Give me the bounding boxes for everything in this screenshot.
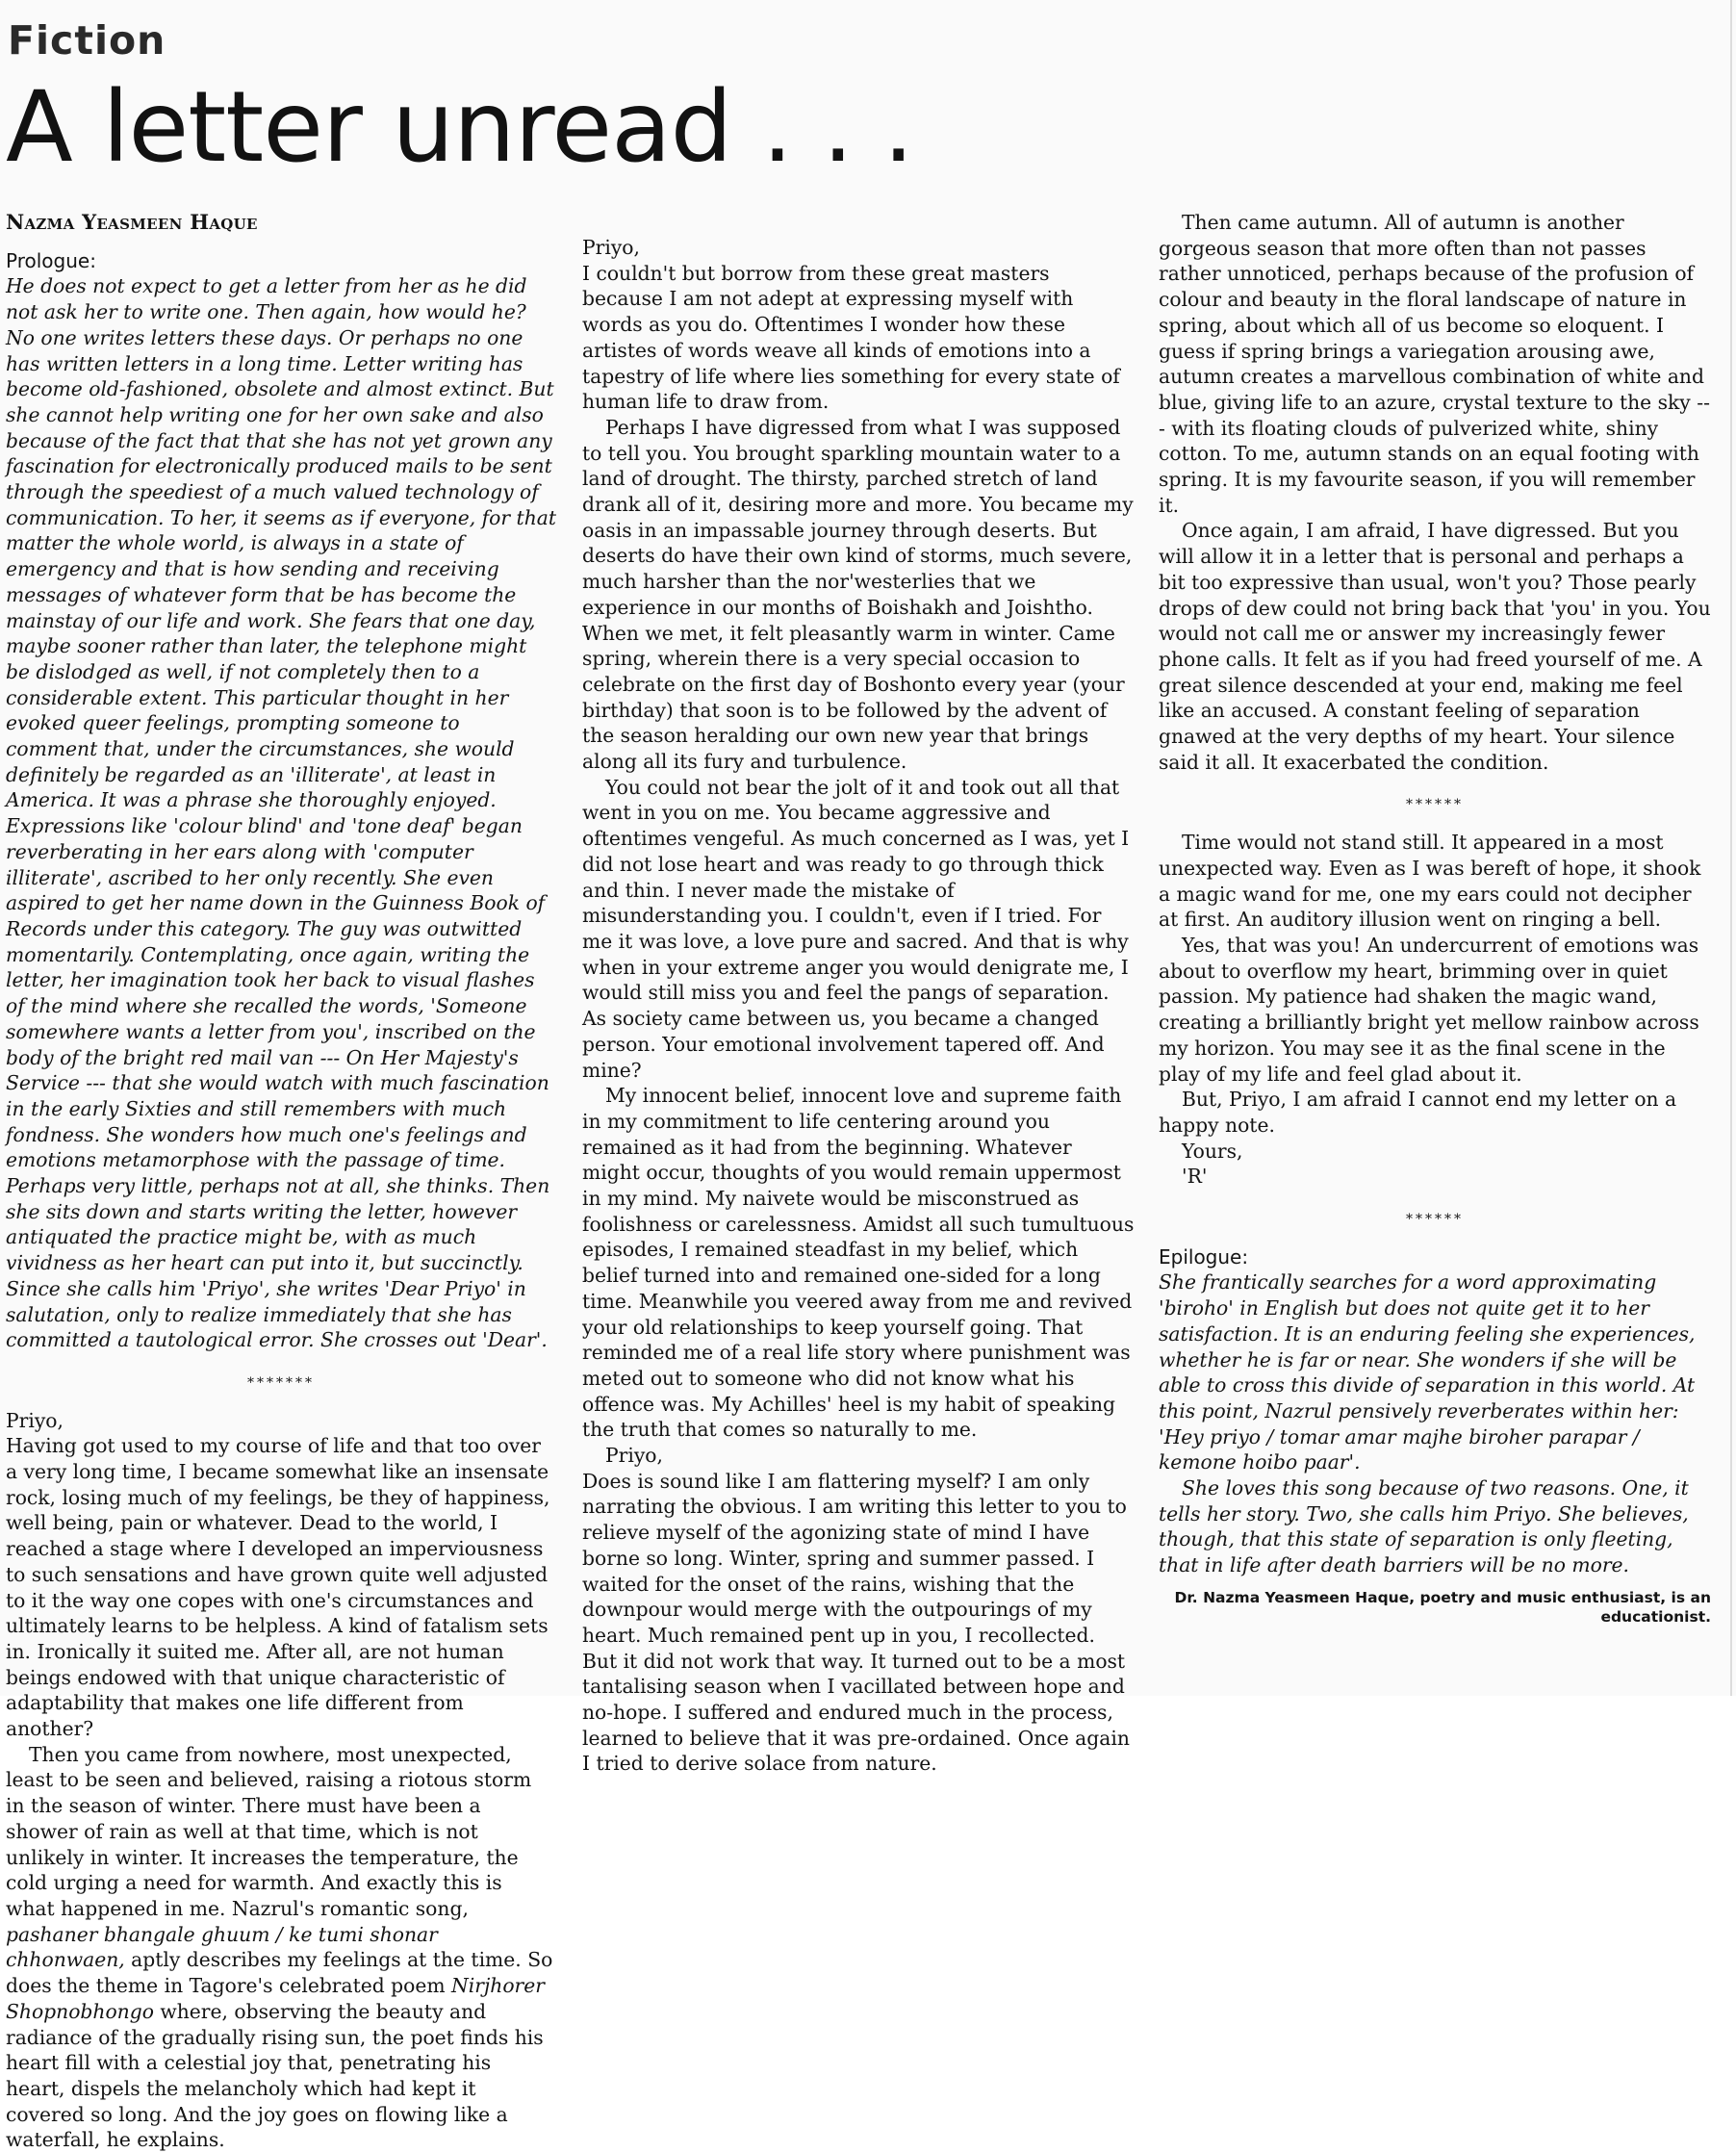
letter-paragraph: Perhaps I have digressed from what I was supposed to tell you. You brought sparkling mountain water to a land of drought. The thirsty, parched stretch of land drank all of it, desiring more and more. You became my oasis in an impassable journey through deserts. But deserts do have their own kind of storms, much severe, much harsher than the nor'westerlies that we experience in our months of Boishakh and Joishtho. When we met, it felt pleasantly warm in winter. Came spring, wherein there is a very special occasion to celebrate on the first day of Boshonto every year (your birthday) that soon is to be followed by the advent of the season heralding our own new year that brings along all its fury and turbulence. — [582, 415, 1134, 774]
letter-paragraph: You could not bear the jolt of it and took out all that went in you on me. You became aggressive and oftentimes vengeful. As much concerned as I was, yet I did not lose heart and was ready to go through thick and thin. I never made the mistake of misunderstanding you. I couldn't, even if I tried. For me it was love, a love pure and sacred. And that is why when in your extreme anger you would denigrate me, I would still miss you and feel the pangs of separation. As society came between us, you became a changed person. Your emotional involvement tapered off. And mine? — [582, 775, 1130, 1082]
letter-salutation: Priyo, — [605, 1444, 663, 1468]
letter-salutation: Priyo, — [582, 236, 640, 259]
letter-text: aptly describes my feelings at the time. So does the theme in Tagore's celebrated poem — [6, 1948, 553, 1998]
column-1 — [6, 210, 556, 2152]
letter-text: where, observing the beauty and radiance of the gradually rising sun, the poet finds his heart fill with a celestial joy that, penetrating his heart, dispels the melancholy which had kept it covered so long. And the joy goes on flowing like a waterfall, he explains. — [6, 1999, 544, 2152]
letter-paragraph: But, Priyo, I am afraid I cannot end my letter on a happy note. — [1159, 1088, 1677, 1137]
letter-paragraph: Time would not stand still. It appeared in a most unexpected way. Even as I was bereft of hope, it shook a magic wand for me, one my ears could not decipher at first. An auditory illusion went on ringing a bell. — [1159, 831, 1701, 932]
epilogue-text: She frantically searches for a word approximating 'biroho' in English but does not quite get it to her satisfaction. It is an enduring feeling she experiences, whether he is far or near. She wonders if she will be able to cross this divide of separation in this world. At this point, Nazrul pensively reverberates within her: 'Hey priyo / tomar amar majhe biroher parapar / kemone hoibo paar'. — [1159, 1270, 1696, 1474]
column-3 — [1159, 210, 1711, 1682]
section-divider: ******* — [247, 1374, 315, 1391]
epilogue-label: Epilogue: — [1159, 1244, 1249, 1269]
letter-signature: 'R' — [1182, 1165, 1208, 1189]
letter-closing: Yours, — [1182, 1139, 1243, 1163]
epilogue-text: She loves this song because of two reasons. One, it tells her story. Two, she calls him Priyo. She believes, though, that this state of separation is only fleeting, that in life after death barriers will be no more. — [1159, 1476, 1689, 1577]
byline: Nazma Yeasmeen Haque — [6, 210, 258, 234]
letter-paragraph: Having got used to my course of life and that too over a very long time, I became somewhat like an insensate rock, losing much of my feelings, be they of happiness, well being, pain or whatever. Dead to the world, I reached a stage where I developed an imperviousness to such sensations and have grown quite well adjusted to it the way one copes with one's circumstances and ultimately learns to be helpless. A kind of fatalism sets in. Ironically it suited me. After all, are not human beings endowed with that unique characteristic of adaptability that makes one life different from another? — [6, 1434, 550, 1741]
letter-paragraph: Yes, that was you! An undercurrent of emotions was about to overflow my heart, brimming over in quiet passion. My patience had shaken the magic wand, creating a brilliantly bright yet mellow rainbow across my horizon. You may see it as the final scene in the play of my life and feel glad about it. — [1159, 933, 1699, 1086]
author-credit: Dr. Nazma Yeasmeen Haque, poetry and music enthusiast, is an educationist. — [1174, 1588, 1711, 1626]
letter-paragraph — [6, 1742, 556, 2153]
page-edge-rule — [1730, 0, 1732, 1696]
letter-text: Then you came from nowhere, most unexpected, least to be seen and believed, raising a riotous storm in the season of winter. There must have been a shower of rain as well at that time, which is not unlikely in winter. It increases the temperature, the cold urging a need for warmth. And exactly this is what happened in me. Nazrul's romantic song, — [6, 1742, 532, 1920]
column-2 — [582, 210, 1136, 1776]
section-divider: ****** — [1406, 797, 1464, 813]
spacer — [582, 210, 1136, 235]
letter-paragraph: My innocent belief, innocent love and supreme faith in my commitment to life centering around you remained as it had from the beginning. Whatever might occur, thoughts of you would remain uppermost in my mind. My naivete would be misconstrued as foolishness or carelessness. Amidst all such tumultuous episodes, I remained steadfast in my belief, which belief turned into and remained one-sided for a long time. Meanwhile you veered away from me and revived your old relationships to keep yourself going. That reminded me of a real life story where punishment was meted out to someone who did not know what his offence was. My Achilles' heel is my habit of speaking the truth that comes so naturally to me. — [582, 1084, 1135, 1442]
section-label: Fiction — [8, 17, 166, 64]
song-title: pashaner bhangale ghuum / ke tumi shonar chhonwaen, — [6, 1922, 438, 1972]
letter-paragraph: I couldn't but borrow from these great masters because I am not adept at expressing myself with words as you do. Oftentimes I wonder how these artistes of words weave all kinds of emotions into a tapestry of life where lies something for every state of human life to draw from. — [582, 261, 1120, 414]
headline: A letter unread . . . — [6, 70, 913, 185]
letter-salutation: Priyo, — [6, 1408, 64, 1432]
letter-paragraph: Once again, I am afraid, I have digressed. But you will allow it in a letter that is personal and perhaps a bit too expressive than usual, won't you? Those pearly drops of dew could not bring back that 'you' in you. You would not call me or answer my increasingly fewer phone calls. It felt as if you had freed yourself of me. A great silence descended at your end, making me feel like an accused. A constant feeling of separation gnawed at the very depths of my heart. Your silence said it all. It exacerbated the condition. — [1159, 519, 1711, 774]
letter-paragraph: Does is sound like I am flattering myself? I am only narrating the obvious. I am writing this letter to you to relieve myself of the agonizing state of mind I have borne so long. Winter, spring and summer passed. I waited for the onset of the rains, wishing that the downpour would merge with the outpourings of my heart. Much remained pent up in you, I recollected. But it did not work that way. It turned out to be a most tantalising season when I vacillated between hope and no-hope. I suffered and endured much in the process, learned to believe that it was pre-ordained. Once again I tried to derive solace from nature. — [582, 1469, 1130, 1776]
letter-paragraph: Then came autumn. All of autumn is another gorgeous season that more often than not passes rather unnoticed, perhaps because of the profusion of colour and beauty in the floral landscape of nature in spring, about which all of us become so eloquent. I guess if spring brings a variegation arousing awe, autumn creates a marvellous combination of white and blue, giving life to an azure, crystal texture to the sky --- with its floating clouds of pulverized white, shiny cotton. To me, autumn stands on an equal footing with spring. It is my favourite season, if you will remember it. — [1159, 211, 1710, 517]
section-divider: ****** — [1406, 1212, 1464, 1228]
prologue-label: Prologue: — [6, 248, 96, 272]
prologue-text: He does not expect to get a letter from her as he did not ask her to write one. Then again, how would he? No one writes letters these days. Or perhaps no one has written letters in a long time. Letter writing has become old-fashioned, obsolete and almost extinct. But she cannot help writing one for her own sake and also because of the fact that that she has not yet grown any fascination for electronically produced mails to be sent through the speediest of a much valued technology of communication. To her, it seems as if everyone, for that matter the whole world, is always in a state of emergency and that is how sending and receiving messages of whatever form that be has become the mainstay of our life and work. She fears that one day, maybe sooner rather than later, the telephone might be dislodged as well, if not completely then to a considerable extent. This particular thought in her evoked queer feelings, prompting someone to comment that, under the circumstances, she would definitely be regarded as an 'illiterate', at least in America. It was a phrase she thoroughly enjoyed. Expressions like 'colour blind' and 'tone deaf' began reverberating in her ears along with 'computer illiterate', ascribed to her only recently. She even aspired to get her name down in the Guinness Book of Records under this category. The guy was outwitted momentarily. Contemplating, once again, writing the letter, her imagination took her back to visual flashes of the mind where she recalled the words, 'Someone somewhere wants a letter from you', inscribed on the body of the bright red mail van --- On Her Majesty's Service --- that she would watch with much fascination in the early Sixties and still remembers with much fondness. She wonders how much one's feelings and emotions metamorphose with the passage of time. Perhaps very little, perhaps not at all, she thinks. Then she sits down and starts writing the letter, however antiquated the practice might be, with as much vividness as her heart can put into it, but succinctly. Since she calls him 'Priyo', she writes 'Dear Priyo' in salutation, only to realize immediately that she has committed a tautological error. She crosses out 'Dear'. — [6, 274, 556, 1352]
poem-title: Nirjhorer Shopnobhongo — [6, 1974, 545, 2023]
